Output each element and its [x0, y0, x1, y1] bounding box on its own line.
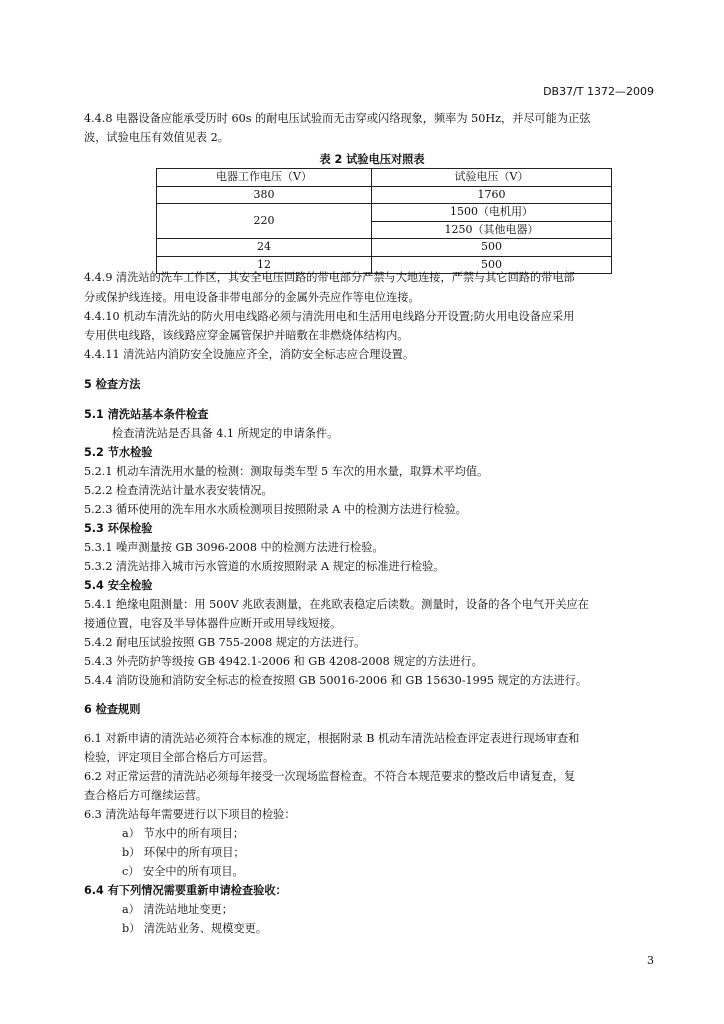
- table-header-cell: 电器工作电压（V）: [157, 169, 372, 187]
- clause-5-3-1: 5.3.1 噪声测量按 GB 3096-2008 中的检测方法进行检验。: [84, 541, 384, 554]
- section-5-1-body: 检查清洗站是否具备 4.1 所规定的申请条件。: [112, 427, 339, 440]
- clause-6-1-line2: 检验，评定项目全部合格后方可运营。: [84, 751, 275, 764]
- list-item: b） 清洗站业务、规模变更。: [122, 922, 267, 935]
- table-cell: 1760: [372, 186, 612, 204]
- table-caption: 表 2 试验电压对照表: [319, 153, 425, 166]
- clause-5-4-4: 5.4.4 消防设施和消防安全标志的检查按照 GB 50016-2006 和 GB 15630-1995 规定的方法进行。: [84, 674, 588, 687]
- section-5-4-heading: 5.4 安全检验: [84, 579, 153, 592]
- table-cell: 500: [372, 256, 612, 274]
- table-cell: 1500（电机用）: [372, 204, 612, 222]
- list-item: b） 环保中的所有项目；: [122, 846, 245, 859]
- clause-5-2-2: 5.2.2 检查清洗站计量水表安装情况。: [84, 484, 273, 497]
- clause-4-4-10-line1: 4.4.10 机动车清洗站的防火用电线路必须与清洗用电和生活用电线路分开设置;防火用电设备应采用: [84, 310, 575, 323]
- table-header-cell: 试验电压（V）: [372, 169, 612, 187]
- clause-4-4-9-line2: 分或保护线连接。用电设备非带电部分的金属外壳应作等电位连接。: [84, 291, 420, 304]
- table-cell: 12: [157, 256, 372, 274]
- clause-6-2-line2: 查合格后方可继续运营。: [84, 789, 208, 802]
- section-6-heading: 6 检查规则: [84, 703, 141, 716]
- table-row: [157, 239, 612, 257]
- table-header-row: [157, 169, 612, 187]
- clause-4-4-8-line2: 波，试验电压有效值见表 2。: [84, 131, 229, 144]
- clause-4-4-8-line1: 4.4.8 电器设备应能承受历时 60s 的耐电压试验而无击穿或闪络现象，频率为 50Hz，并尽可能为正弦: [84, 112, 591, 125]
- table-cell: 1250（其他电器）: [372, 221, 612, 239]
- section-5-2-heading: 5.2 节水检验: [84, 446, 153, 459]
- clause-6-2-line1: 6.2 对正常运营的清洗站必须每年接受一次现场监督检查。不符合本规范要求的整改后申请复查，复: [84, 770, 576, 783]
- clause-6-1-line1: 6.1 对新申请的清洗站必须符合本标准的规定，根据附录 B 机动车清洗站检查评定表进行现场审查和: [84, 732, 580, 745]
- standard-code: DB37/T 1372—2009: [543, 85, 654, 98]
- table-cell: 24: [157, 239, 372, 257]
- clause-5-2-1: 5.2.1 机动车清洗用水量的检测：测取每类车型 5 车次的用水量，取算术平均值。: [84, 465, 489, 478]
- clause-5-4-1-line1: 5.4.1 绝缘电阻测量：用 500V 兆欧表测量，在兆欧表稳定后读数。测量时，设备的各个电气开关应在: [84, 598, 589, 611]
- section-5-heading: 5 检查方法: [84, 378, 141, 391]
- table-cell: 380: [157, 186, 372, 204]
- list-item: c） 安全中的所有项目。: [122, 865, 244, 878]
- clause-6-3: 6.3 清洗站每年需要进行以下项目的检验：: [84, 808, 296, 821]
- clause-4-4-10-line2: 专用供电线路，该线路应穿金属管保护并暗敷在非燃烧体结构内。: [84, 329, 409, 342]
- list-item: a） 节水中的所有项目；: [122, 827, 245, 840]
- table-row: [157, 204, 612, 222]
- clause-6-4: 6.4 有下列情况需要重新申请检查验收：: [84, 884, 287, 897]
- clause-5-4-3: 5.4.3 外壳防护等级按 GB 4942.1-2006 和 GB 4208-2008 规定的方法进行。: [84, 655, 483, 668]
- voltage-table: [156, 168, 612, 274]
- clause-5-4-1-line2: 接通位置，电容及半导体器件应断开或用导线短接。: [84, 617, 342, 630]
- list-item: a） 清洗站地址变更；: [122, 903, 233, 916]
- section-5-3-heading: 5.3 环保检验: [84, 522, 153, 535]
- table-row: [157, 186, 612, 204]
- clause-5-3-2: 5.3.2 清洗站排入城市污水管道的水质按照附录 A 规定的标准进行检验。: [84, 560, 445, 573]
- table-cell: 220: [157, 204, 372, 239]
- table-cell: 500: [372, 239, 612, 257]
- clause-5-4-2: 5.4.2 耐电压试验按照 GB 755-2008 规定的方法进行。: [84, 636, 366, 649]
- section-5-1-heading: 5.1 清洗站基本条件检查: [84, 408, 209, 421]
- page-number: 3: [647, 954, 654, 967]
- clause-5-2-3: 5.2.3 循环使用的洗车用水水质检测项目按照附录 A 中的检测方法进行检验。: [84, 503, 467, 516]
- clause-4-4-11: 4.4.11 清洗站内消防安全设施应齐全，消防安全标志应合理设置。: [84, 348, 415, 361]
- clause-4-4-9-line1: 4.4.9 清洗站的洗车工作区，其安全电压回路的带电部分严禁与大地连接，严禁与其它回路的带电部: [84, 271, 575, 284]
